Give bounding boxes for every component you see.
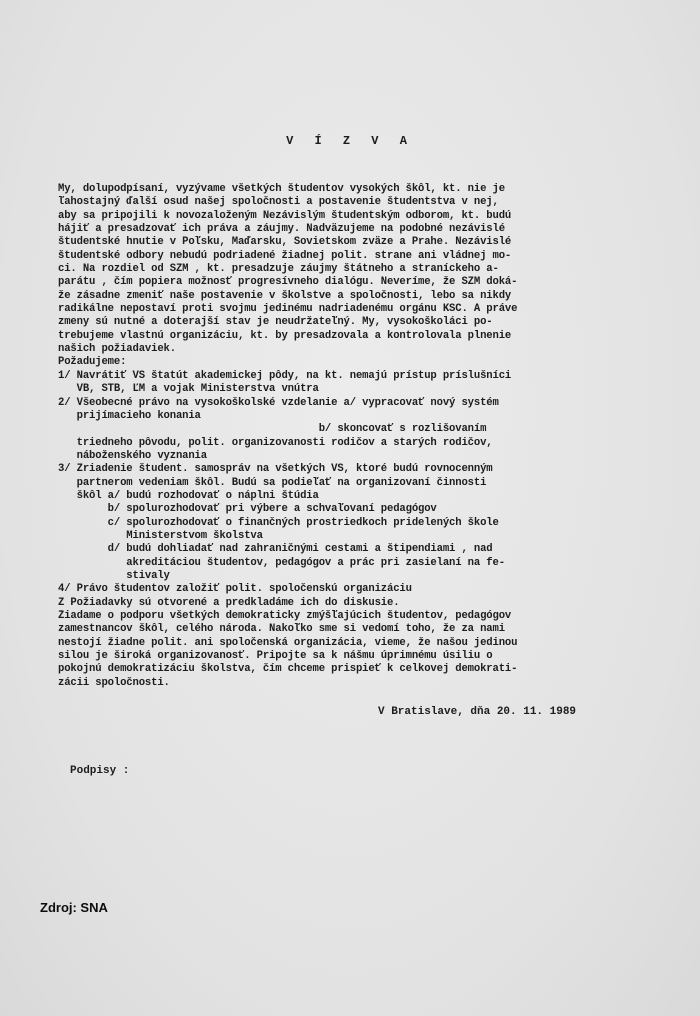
text-line: našich požiadaviek. — [58, 343, 176, 356]
text-line: náboženského vyznania — [58, 449, 207, 462]
text-line: nestojí žiadne polit. ani spoločenská organizácia, vieme, že našou jedinou — [58, 636, 518, 649]
text-line: zácii spoločnosti. — [58, 676, 170, 689]
text-line: stivaly — [58, 569, 170, 582]
text-line: 3/ Zriadenie študent. samospráv na všetkých VŠ, ktoré budú rovnocenným — [58, 463, 493, 476]
text-line: ľahostajný ďalší osud našej spoločnosti a postavenie študentstva v nej, — [58, 196, 499, 209]
text-line: My, dolupodpísaní, vyzývame všetkých študentov vysokých škôl, kt. nie je — [58, 183, 505, 195]
text-line: študentské odbory nebudú podriadené žiadnej polit. strane ani vládnej mo- — [58, 249, 512, 262]
text-line: triedneho pôvodu, polit. organizovanosti rodičov a starých rodičov, — [58, 436, 493, 449]
text-line: že zásadne zmeniť naše postavenie v školstve a spoločnosti, lebo sa nikdy — [58, 289, 512, 302]
text-line: zamestnancov škôl, celého národa. Nakoľko sme si vedomí toho, že za nami — [58, 623, 505, 636]
text-line: škôl a/ budú rozhodovať o náplni štúdia — [58, 489, 319, 502]
text-line: ci. Na rozdiel od SZM , kt. presadzuje záujmy štátneho a straníckeho a- — [58, 263, 499, 276]
text-line: Ministerstvom školstva — [58, 529, 263, 542]
text-line: c/ spolurozhodovať o finančných prostriedkoch pridelených škole — [58, 516, 499, 529]
signatures-label: Podpisy : — [70, 765, 130, 777]
text-line: b/ spolurozhodovať pri výbere a schvaľovaní pedagógov — [58, 503, 437, 516]
text-line: študentské hnutie v Poľsku, Maďarsku, Sovietskom zväze a Prahe. Nezávislé — [58, 236, 512, 249]
source-label: Zdroj: SNA — [40, 900, 108, 915]
document-body — [58, 183, 663, 690]
text-line: 4/ Právo študentov založiť polit. spoločenskú organizáciu — [58, 583, 412, 596]
text-line: silou je široká organizovanosť. Pripojte sa k nášmu úprimnému úsiliu o — [58, 650, 493, 663]
text-line: d/ budú dohliadať nad zahraničnými cestami a štipendiami , nad — [58, 543, 493, 556]
text-line: zmeny sú nutné a doterajší stav je neudržateľný. My, vysokoškoláci po- — [58, 316, 493, 329]
text-line: pokojnú demokratizáciu školstva, čím chceme prispieť k celkovej demokrati- — [58, 663, 518, 676]
text-line: Požadujeme: — [58, 356, 127, 369]
text-line: Žiadame o podporu všetkých demokraticky zmýšľajúcich študentov, pedagógov — [58, 610, 512, 622]
text-line: hájiť a presadzovať ich práva a záujmy. Nadväzujeme na podobné nezávislé — [58, 223, 505, 236]
text-line: parátu , čím popiera možnosť progresívneho dialógu. Neveríme, že SZM doká- — [58, 276, 518, 289]
text-line: trebujeme vlastnú organizáciu, kt. by presadzovala a kontrolovala plnenie — [58, 329, 512, 342]
text-line: VB, ŠTB, ĽM a vojak Ministerstva vnútra — [58, 383, 319, 396]
text-line: partnerom vedeniam škôl. Budú sa podieľať na organizovaní činnosti — [58, 476, 487, 489]
text-line: akreditáciou študentov, pedagógov a prác pri zasielaní na fe- — [58, 556, 505, 569]
document-title: V Í Z V A — [286, 134, 414, 148]
text-line: 1/ Navrátiť VŠ štatút akademickej pôdy, na kt. nemajú prístup príslušníci — [58, 369, 512, 382]
text-line: Z Požiadavky sú otvorené a predkladáme ich do diskusie. — [58, 596, 400, 609]
text-line: prijímacieho konania — [58, 409, 201, 422]
date-line: V Bratislave, dňa 20. 11. 1989 — [378, 706, 577, 718]
text-line: 2/ Všeobecné právo na vysokoškolské vzdelanie a/ vypracovať nový systém — [58, 396, 499, 409]
text-line: b/ skoncovať s rozlišovaním — [58, 423, 487, 436]
text-line: radikálne nepostaví proti svojmu jedinému nadriadenému orgánu KSČ. A práve — [58, 303, 518, 316]
text-line: aby sa pripojili k novozaloženým Nezávislým študentským odborom, kt. budú — [58, 209, 512, 222]
